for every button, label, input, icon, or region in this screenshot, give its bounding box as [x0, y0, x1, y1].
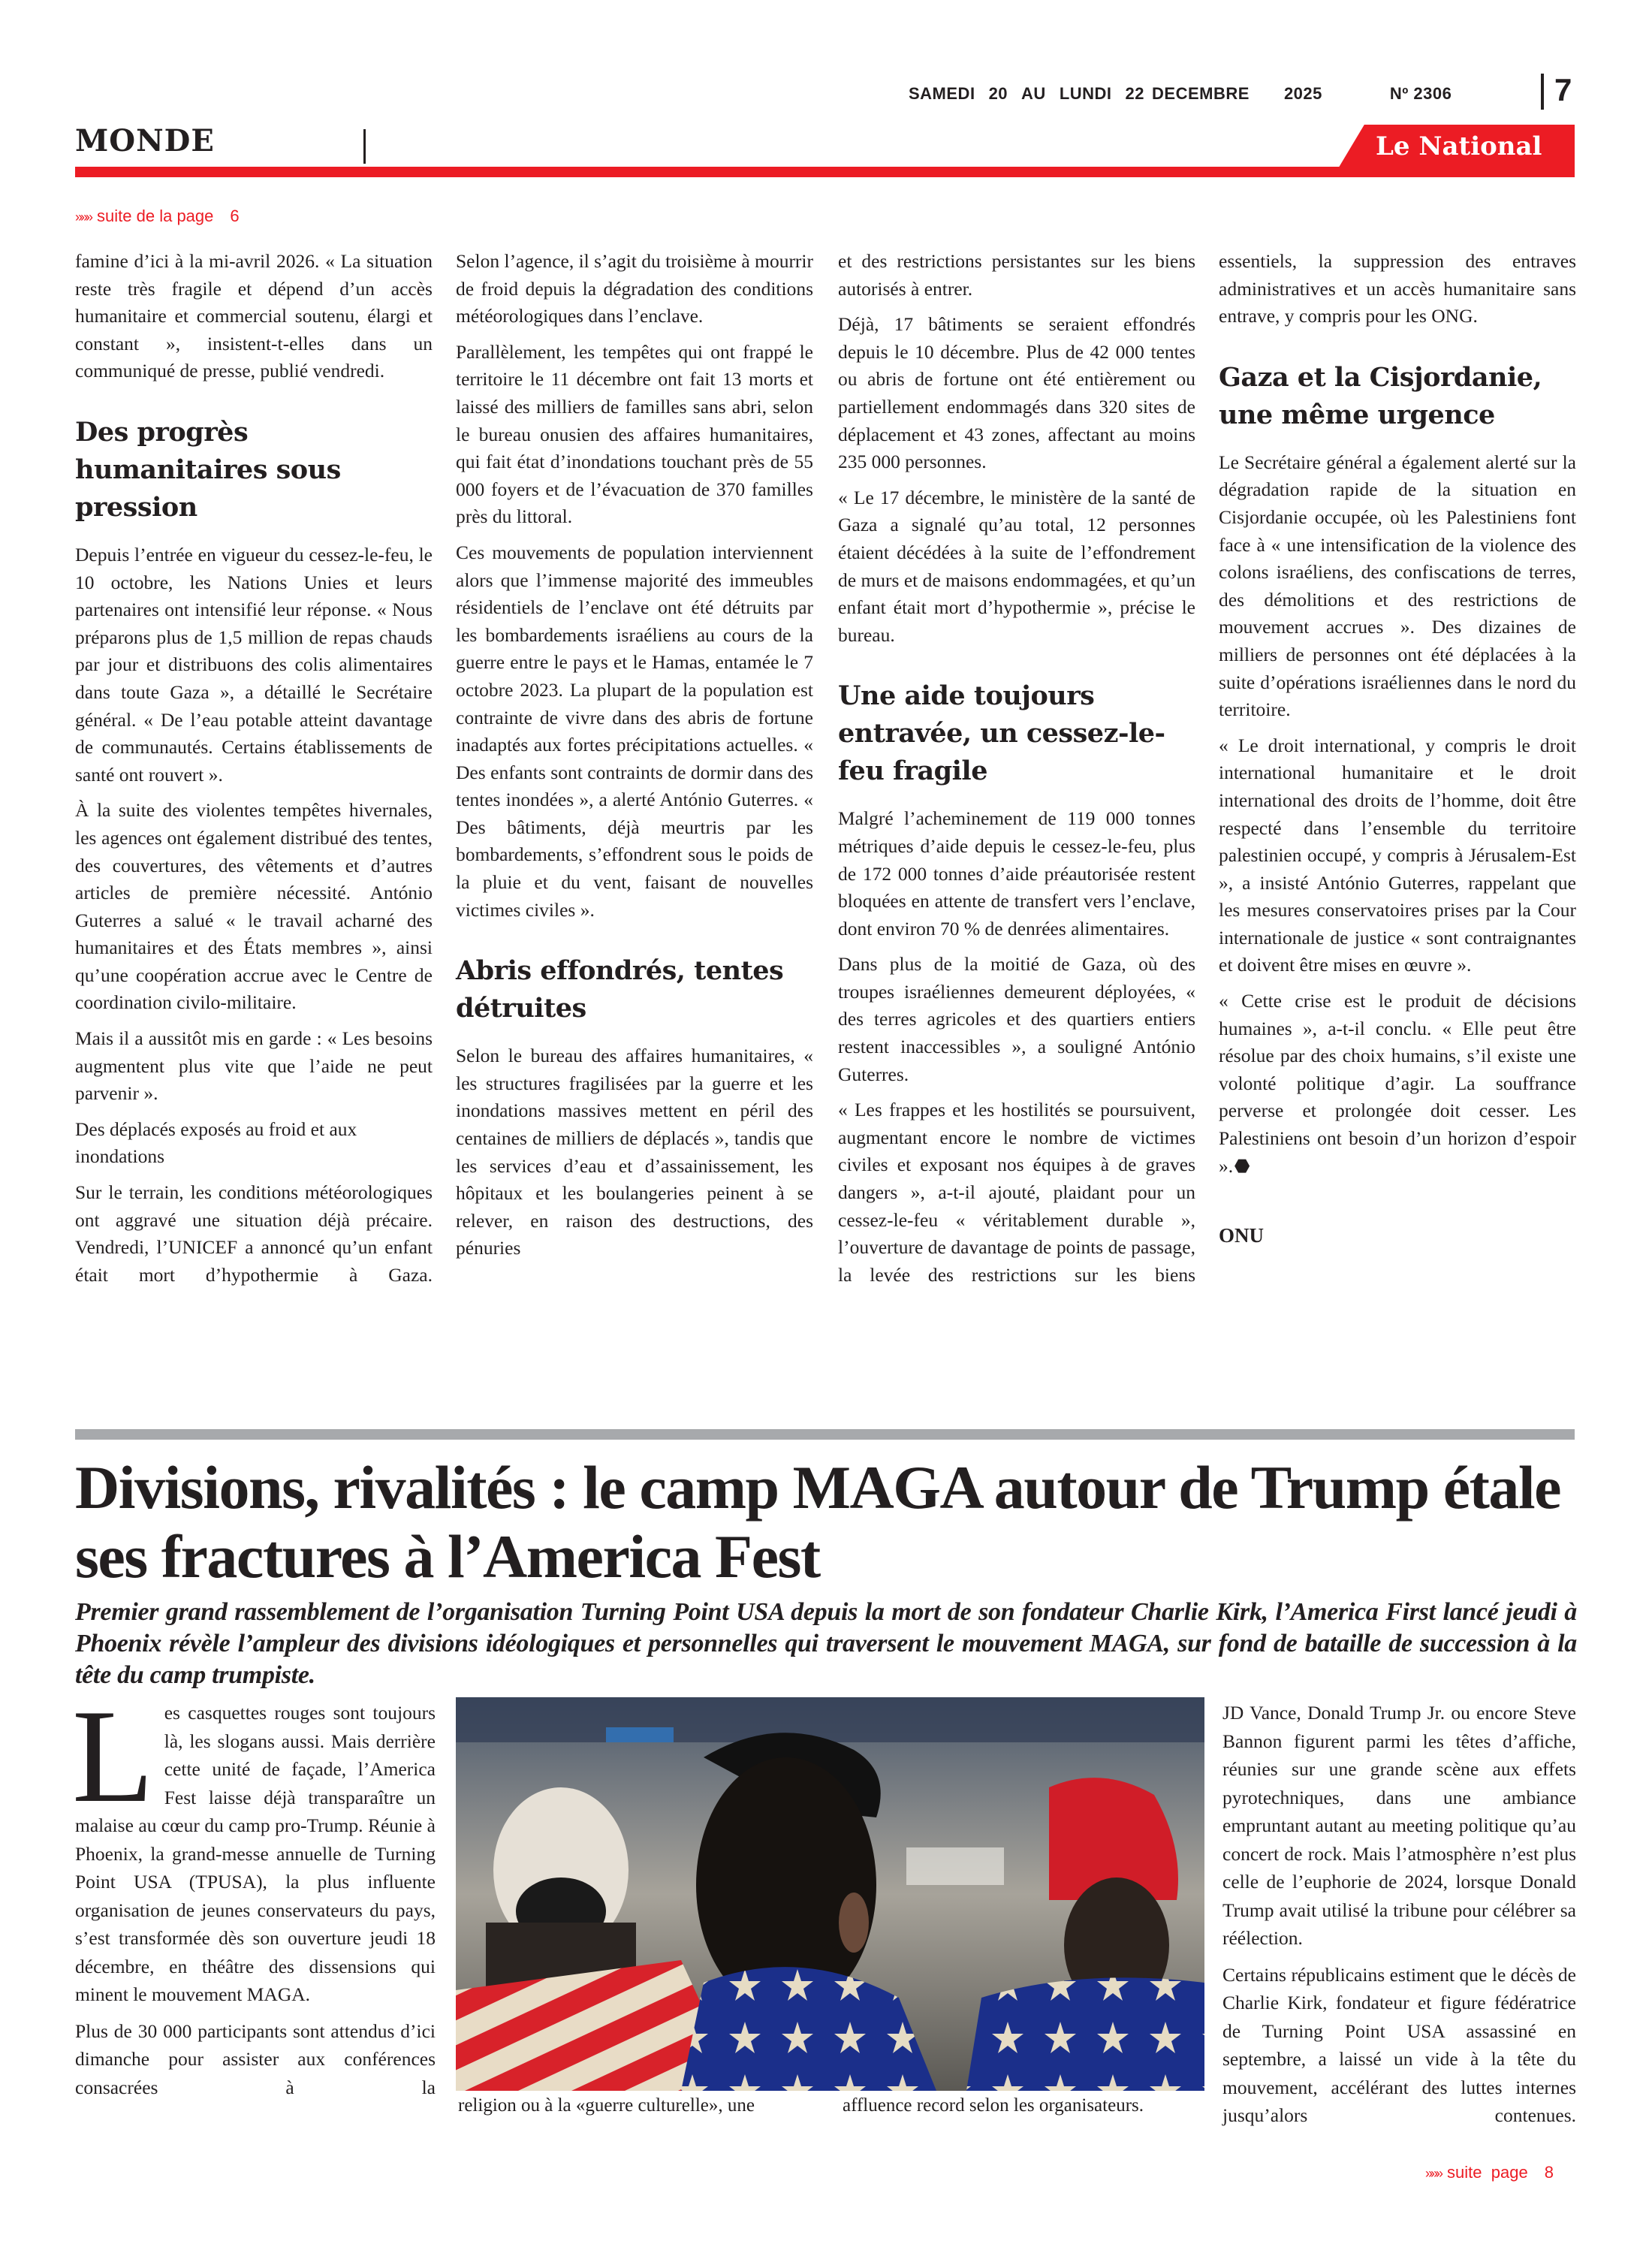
paragraph: Le Secrétaire général a également alerté sur la dégradation rapide de la situation en Cisjordanie occupée, où les Palestiniens font face à « une intensification de la violence des colons israéliens, des confiscations de terres, des démolitions et des restrictions de mouvement accrues ». Des dizaines de milliers de personnes ont été déplacées à la suite d’opérations israéliennes dans le nord du territoire. [1219, 451, 1576, 721]
paragraph-text: es casquettes rouges sont toujours là, les slogans aussi. Mais derrière cette unité de façade, l’America Fest laisse déjà transparaître un malaise au cœur du camp pro-Trump. Réunie à Phoenix, la grand-messe annuelle de Turning Point USA (TPUSA), la plus influente organisation de jeunes conservateurs du pays, s’est transformée dès son ouverture jeudi 18 décembre, en théâtre des dissensions qui minent le mouvement MAGA. [75, 1702, 436, 2005]
drop-cap: L [72, 1681, 154, 1830]
lead-paragraph [72, 1681, 436, 2009]
paragraph: « Le droit international, y compris le droit international humanitaire et le droit international des droits de l’homme, doit être respecté dans l’ensemble du territoire palestinien occupé, y compris à Jérusalem-Est », a insisté António Guterres, rappelant que les mesures conservatoires prises par la Cour internationale de justice « sont contraignantes et doivent être mises en œuvre ». [1219, 734, 1576, 976]
date-year: 2025 [1283, 84, 1322, 103]
subheading: Une aide toujours entravée, un cessez-le-feu fragile [838, 680, 1165, 787]
date-day-start: SAMEDI [909, 84, 975, 103]
paragraph: Ces mouvements de population interviennent alors que l’immense majorité des immeubles résidentiels de l’enclave ont été détruits par les bombardements israéliens au cours de la guerre entre le pays et le Hamas, entamée le 7 octobre 2023. La plupart de la population est contrainte de vivre dans des abris de fortune inadaptés aux fortes précipitations actuelles. « Des enfants sont contraints de dormir dans des tentes inondées », a alerté António Guterres. « Des bâtiments, déjà meurtris par les bombardements, s’effondrent sous le poids de la pluie et du vent, faisant de nouvelles victimes civiles ». [456, 541, 813, 921]
end-of-article-icon [1234, 1159, 1250, 1174]
paragraph: « Le 17 décembre, le ministère de la santé de Gaza a signalé qu’au total, 12 personnes étaient décédées à la suite de l’effondrement de murs et de maisons endommagées, et qu’un enfant était mort d’hypothermie », précise le bureau. [838, 486, 1195, 646]
paragraph-final [1219, 988, 1576, 1180]
continued-to-page: 8 [1544, 2163, 1554, 2182]
subheading: Des progrès humanitaires sous pression [75, 416, 341, 523]
section-divider [363, 129, 366, 164]
paragraph: Depuis l’entrée en vigueur du cessez-le-feu, le 10 octobre, les Nations Unies et leurs partenaires ont intensifié leur réponse. « Nous préparons plus de 1,5 million de repas chauds par jour et distribuons des colis alimentaires dans toute Gaza », a détaillé le Secrétaire général. « De l’eau potable atteint davantage de communautés. Certains établissements de santé ont rouvert ». [75, 543, 433, 786]
paragraph: Dans plus de la moitié de Gaza, où des troupes israéliennes demeurent déployées, « des terres agricoles et des quartiers entiers restent inaccessibles », a souligné António Guterres. [838, 953, 1195, 1085]
paragraph: Plus de 30 000 participants sont attendus d’ici dimanche pour assister aux conférences consacrées à la [75, 2019, 436, 2098]
continued-from-page: 6 [230, 207, 240, 225]
section-title: MONDE [75, 123, 215, 158]
continued-to-link[interactable] [1425, 2163, 1554, 2182]
date-num-end: 22 [1125, 84, 1145, 103]
continued-to-label: suite page [1447, 2163, 1528, 2182]
paragraph: Mais il a aussitôt mis en garde : « Les besoins augmentent plus vite que l’aide ne peut parvenir ». [75, 1027, 433, 1105]
issue-date-line [909, 84, 1494, 104]
date-au: AU [1021, 84, 1046, 103]
paragraph: Selon l’agence, il s’agit du troisième à mourrir de froid depuis la dégradation des conditions météorologiques dans l’enclave. [456, 250, 813, 327]
byline: ONU [1219, 1224, 1264, 1247]
subheading: Gaza et la Cisjordanie, une même urgence [1219, 361, 1542, 430]
chevrons-icon: »»» [1425, 2166, 1442, 2181]
continued-from-label: suite de la page [97, 207, 214, 225]
paragraph: essentiels, la suppression des entraves administratives et un accès humanitaire sans entrave, y compris pour les ONG. [1219, 250, 1576, 327]
article-headline: Divisions, rivalités : le camp MAGA autour de Trump étale ses fractures à l’America Fest [75, 1453, 1561, 1591]
photo-caption-right: affluence record selon les organisateurs. [843, 2095, 1144, 2116]
paragraph: Selon le bureau des affaires humanitaires, « les structures fragilisées par la guerre et les inondations massives mettent en péril des centaines de milliers de déplacés », tandis que les services d’eau et d’assainissement, les hôpitaux et les boulangeries peinent à se relever, en raison des destructions, des pénuries [456, 1045, 813, 1259]
paragraph: et des restrictions persistantes sur les biens autorisés à entrer. [838, 250, 1195, 300]
paragraph: Des déplacés exposés au froid et aux inondations [75, 1117, 357, 1168]
issue-number: Nº 2306 [1389, 84, 1452, 103]
article1-column-3 [838, 248, 1195, 1297]
paragraph-text: « Cette crise est le produit de décisions humaines », a-t-il conclu. « Elle peut être résolue par des choix humains, s’il existe une volonté politique d’agir. La souffrance perverse et prolongée doit cesser. Les Palestiniens ont besoin d’un horizon d’espoir ». [1219, 990, 1576, 1177]
photo-caption-left: religion ou à la «guerre culturelle», une [458, 2095, 755, 2116]
paragraph: Malgré l’acheminement de 119 000 tonnes métriques d’aide depuis le cessez-le-feu, plus de 172 000 tonnes d’aide préautorisée restent bloquées en attente de transfert vers l’enclave, dont environ 70 % de denrées alimentaires. [838, 807, 1195, 940]
paragraph: Déjà, 17 bâtiments se seraient effondrés depuis le 10 décembre. Plus de 42 000 tentes ou abris de fortune ont été entièrement ou partiellement endommagés dans 320 sites de déplacement et 43 zones, affectant au moins 235 000 personnes. [838, 313, 1195, 473]
article1-column-1 [75, 248, 433, 1297]
subheading: Abris effondrés, tentes détruites [456, 955, 784, 1024]
date-day-end: LUNDI [1059, 84, 1112, 103]
paragraph: Certains républicains estiment que le décès de Charlie Kirk, fondateur et figure fédératrice de Turning Point USA assassiné en septembre, a laissé un vide à la tête du mouvement, accélérant des luttes internes jusqu’alors contenues. [1222, 1963, 1576, 2126]
paragraph: famine d’ici à la mi-avril 2026. « La situation reste très fragile et dépend d’un accès humanitaire et commercial soutenu, élargi et constant », insistent-t-elles dans un communiqué de presse, publié vendredi. [75, 250, 433, 382]
article-deck: Premier grand rassemblement de l’organisation Turning Point USA depuis la mort de son fondateur Charlie Kirk, l’America First lancé jeudi à Phoenix révèle l’ampleur des divisions idéologiques et personnelles qui traversent le mouvement MAGA, sur fond de bataille de succession à la tête du camp trumpiste. [75, 1598, 1577, 1689]
paragraph: À la suite des violentes tempêtes hivernales, les agences ont également distribué des tentes, des couvertures, des vêtements et d’autres articles de première nécessité. António Guterres a salué « le travail acharné des humanitaires et des États membres », ainsi qu’une coopération accrue avec le Centre de coordination civilo-militaire. [75, 799, 433, 1014]
date-num-start: 20 [988, 84, 1008, 103]
paragraph: JD Vance, Donald Trump Jr. ou encore Steve Bannon figurent parmi les têtes d’affiche, réunies sur une grande scène aux effets pyrotechniques, dans une ambiance empruntant autant au meeting politique qu’au concert de rock. Mais l’atmosphère n’est plus celle de l’euphorie de 2024, lorsque Donald Trump avait utilisé la tribune pour célébrer sa réélection. [1222, 1702, 1576, 1949]
date-month: DECEMBRE [1152, 84, 1250, 103]
paragraph: « Les frappes et les hostilités se poursuivent, augmentant encore le nombre de victimes civiles et exposant nos équipes à de graves dangers », a-t-il ajouté, plaidant pour un cessez-le-feu « véritablement durable », l’ouverture de davantage de points de passage, la levée des restrictions sur les biens [838, 1099, 1195, 1286]
paragraph: Parallèlement, les tempêtes qui ont frappé le territoire le 11 décembre ont fait 13 morts et laissé des milliers de familles sans abri, selon le bureau onusien des affaires humanitaires, qui fait état d’inondations touchant près de 55 000 foyers et de l’évacuation de 370 familles près du littoral. [456, 340, 813, 528]
crowd-photo-illustration [456, 1697, 1204, 2091]
article-separator-rule [75, 1429, 1575, 1440]
article1-column-2 [456, 248, 813, 1271]
newspaper-brand: Le National [1376, 131, 1542, 161]
page-number: 7 [1541, 74, 1572, 110]
paragraph: Sur le terrain, les conditions météorologiques ont aggravé une situation déjà précaire. Vendredi, l’UNICEF a annoncé qu’un enfant était mort d’hypothermie à Gaza. [75, 1181, 433, 1286]
article2-column-1 [72, 1681, 436, 2110]
article1-column-4 [1219, 248, 1576, 1258]
article2-column-3 [1222, 1699, 1576, 2138]
article-photo [456, 1697, 1204, 2091]
chevrons-icon: »»» [75, 210, 92, 225]
continued-from-link[interactable] [75, 207, 240, 226]
